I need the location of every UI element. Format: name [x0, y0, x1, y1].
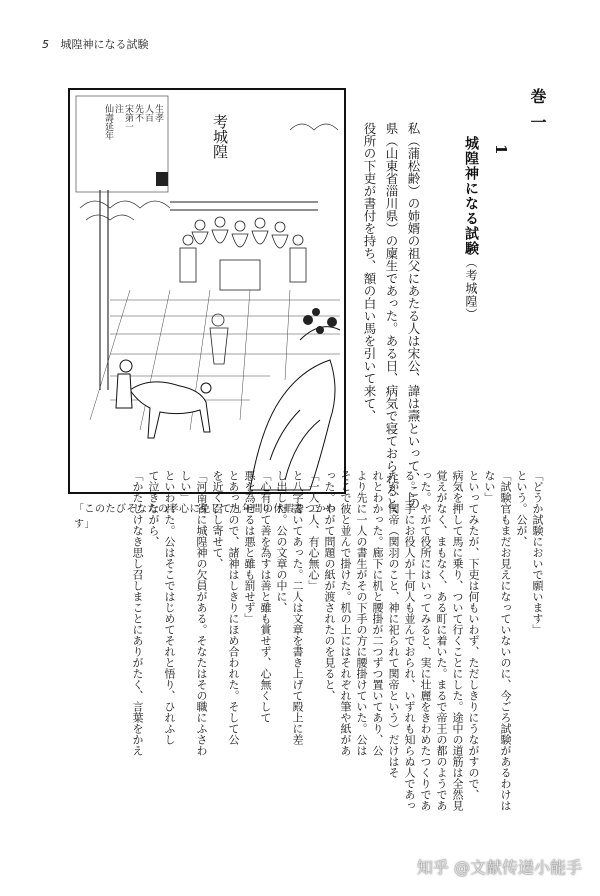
illustration [68, 88, 346, 494]
upper-col-1: 私（蒲松齢）の姉婿の祖父にあたる人は宋公、諱は燾といって、この [406, 122, 421, 510]
lower-col-21: を近く召し寄せて、 [211, 470, 224, 569]
lower-col-26: 「かたじけなき思し召しまことにありがたく、言葉をかえ [131, 470, 144, 756]
inscription-text [103, 103, 164, 141]
lower-col-4: ない」 [483, 470, 496, 503]
lower-col-24: といわれた。公はそこではじめてそれと悟り、ひれふし [163, 470, 176, 745]
inscription-title: 考城隍 [211, 114, 229, 159]
lower-col-8: った。やがて役所にはいってみると、実に壮麗をきわめたつくりであ [419, 470, 432, 811]
running-head-title: 城隍神になる試験 [60, 38, 149, 51]
lower-col-16: と八字書いてあった。二人は文章を書き上げて殿上に差 [291, 470, 304, 745]
chapter-number: 1 [492, 144, 510, 155]
lower-col-1: 「どうか試験においで願います」 [531, 470, 544, 635]
lower-col-9: る。上手にお役人が十何人も並んでおられ、いずれも知らぬ人であっ [403, 470, 416, 811]
lower-col-3: 「試験官もまだお見えになっていないのに、今ごろ試験があるわけは [499, 470, 512, 811]
svg-text:先不: 先不 [133, 104, 143, 122]
running-head [42, 36, 149, 52]
lower-col-12: より先に一人の書生がその下手の方に腰掛けていた。公は [355, 470, 368, 756]
lower-col-6: 病気を押して馬に乗り、ついて行くことにした。途中の道筋は全然見 [451, 470, 464, 811]
illustration-drawing [70, 90, 344, 492]
upper-col-2: 県（山東省淄川県）の廩生であった。ある日、病気で寝ておられると、 [384, 122, 399, 522]
lower-col-20: とあったので、諸神はしきりにほめ合われた。そして公 [227, 470, 240, 745]
svg-text:生孝: 生孝 [153, 104, 163, 122]
chapter-title-note: （考城隍） [464, 256, 478, 321]
lower-col-7: 覚えがなく、まもなく、ある町に着いた。まるで帝王の都のようであ [435, 470, 448, 811]
svg-text:仙壽延年: 仙壽延年 [103, 104, 113, 140]
lower-col-5: といってみたが、下吏は何もいわず、ただしきりにうながすので、 [467, 470, 480, 800]
lower-col-22: 「河南省に城隍神の欠員がある。そなたはその職にふさわ [195, 470, 208, 756]
figure-caption: 「このたびそなたの孝心に免じて九年間の休暇をつかわす」 [74, 504, 337, 530]
chapter-title-text: 城隍神になる試験 [463, 136, 479, 256]
volume-heading: 巻一 [528, 88, 547, 140]
lower-col-10: たが、関帝（関羽のこと、神に祀られて関帝という）だけはそ [387, 470, 400, 778]
upper-col-3: 役所の下吏が書付を持ち、額の白い馬を引いて来て、 [362, 122, 377, 422]
lower-col-13: そこで彼と並んで掛けた。机の上にはそれぞれ筆や紙があ [339, 470, 352, 756]
watermark: 知乎 @文献传递小能手 [416, 858, 582, 877]
lower-col-15: 「一人二人、有心無心」 [307, 470, 320, 591]
svg-text:注: 注 [113, 104, 123, 113]
lower-col-17: し出した。公の文章の中に、 [275, 470, 288, 613]
lower-col-2: という。公が、 [515, 470, 528, 547]
page-number: 5 [42, 38, 49, 51]
chapter-title [460, 136, 482, 321]
svg-text:宋第一: 宋第一 [123, 104, 133, 131]
lower-col-14: った。やがて問題の紙が渡されたのを見ると、 [323, 470, 336, 701]
lower-col-11: れとわかった。廊下に机と腰掛が二つずつ置いてあり、公 [371, 470, 384, 756]
svg-text:人百: 人百 [143, 104, 153, 122]
lower-col-19: 悪を為せるは悪と雖も罰せず」 [243, 470, 256, 624]
lower-col-23: しい」 [179, 470, 192, 503]
lower-col-25: て泣きながら、 [147, 470, 160, 547]
lower-col-18: 「心有りて善を為すは善と雖も賞せず、心無くして [259, 470, 272, 723]
